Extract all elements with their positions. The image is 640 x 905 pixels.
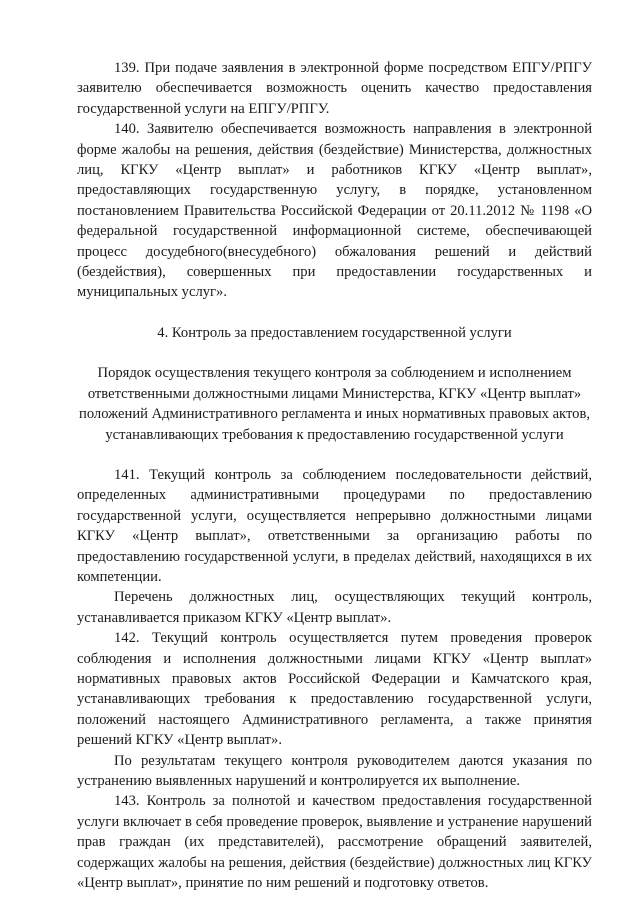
paragraph-142: 142. Текущий контроль осуществляется путем проведения проверок соблюдения и исполнения должностными лицами КГКУ «Центр выплат» нормативных правовых актов Российской Федерации и Камчатского края, устанавливающих требования к предоставлению государственной услуги, положений настоящего Административного регламента, а также принятия решений КГКУ «Центр выплат». [77, 630, 592, 749]
paragraph-141: 141. Текущий контроль за соблюдением последовательности действий, определенных административными процедурами по предоставлению государственной услуги, осуществляется непрерывно должностными лицами КГКУ «Центр выплат», ответственными за организацию работы по предоставлению государственной услуги, в пределах действий, находящихся в их компетенции. [77, 466, 592, 585]
subsection-heading: Порядок осуществления текущего контроля за соблюдением и исполнением ответственными должностными лицами Министерства, КГКУ «Центр выплат» положений Административного регламента и иных нормативных правовых актов, устанавливающих требования к предоставлению государственной услуги [79, 365, 590, 443]
paragraph-142-results: По результатам текущего контроля руководителем даются указания по устранению выявленных нарушений и контролируется их выполнение. [77, 752, 592, 789]
section-heading: 4. Контроль за предоставлением государственной услуги [157, 324, 512, 341]
paragraph-140: 140. Заявителю обеспечивается возможность направления в электронной форме жалобы на решения, действия (бездействие) Министерства, должностных лиц, КГКУ «Центр выплат» и работников КГКУ «Центр выплат», предоставляющих государственную услугу, в порядке, установленном постановлением Правительства Российской Федерации от 20.11.2012 № 1198 «О федеральной государственной информационной системе, обеспечивающей процесс досудебного(внесудебного) обжалования решений и действий (бездействия), совершенных при предоставлении государственных и муниципальных услуг». [77, 121, 592, 301]
paragraph-141-officials: Перечень должностных лиц, осуществляющих текущий контроль, устанавливается приказом КГКУ «Центр выплат». [77, 589, 592, 626]
paragraph-143: 143. Контроль за полнотой и качеством предоставления государственной услуги включает в себя проведение проверок, выявление и устранение нарушений прав граждан (их представителей), рассмотрение обращений заявителей, содержащих жалобы на решения, действия (бездействие) должностных лиц КГКУ «Центр выплат», принятие по ним решений и подготовку ответов. [77, 793, 592, 892]
paragraph-139: 139. При подаче заявления в электронной форме посредством ЕПГУ/РПГУ заявителю обеспечивается возможность оценить качество предоставления государственной услуги на ЕПГУ/РПГУ. [77, 60, 592, 117]
